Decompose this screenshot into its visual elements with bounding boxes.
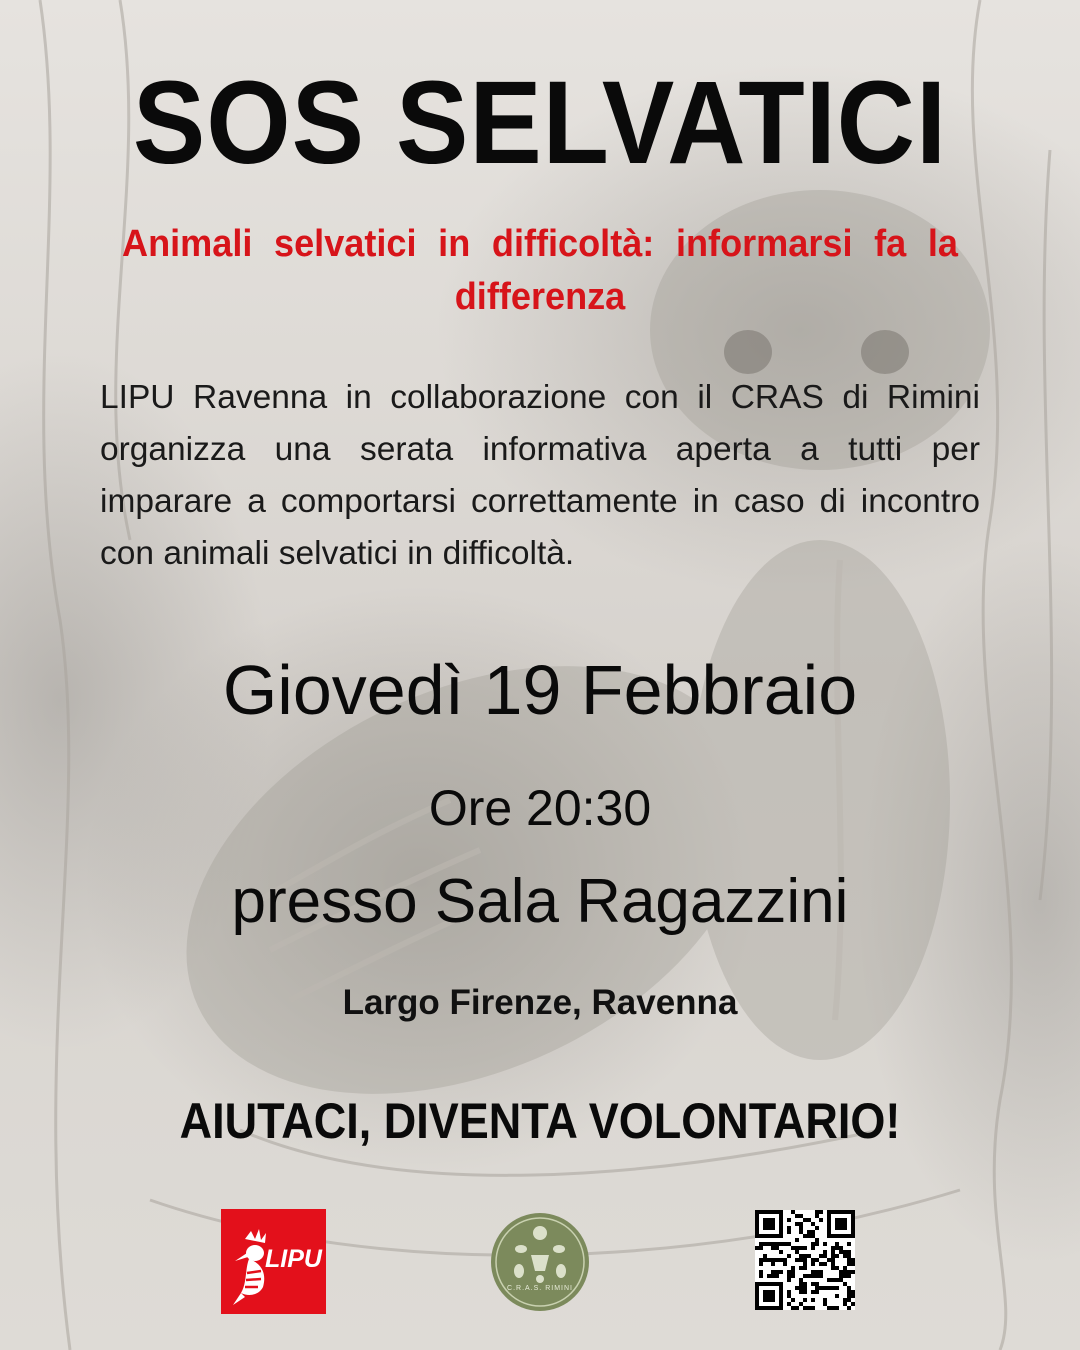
qr-code[interactable] [755,1210,855,1310]
lipu-logo-text: LIPU [265,1245,322,1273]
poster-subtitle: Animali selvatici in difficoltà: informarsi fa la differenza [122,223,958,318]
event-address: Largo Firenze, Ravenna [342,983,738,1022]
poster-title: SOS SELVATICI [132,57,948,189]
event-venue: presso Sala Ragazzini [231,867,849,936]
event-date: Giovedì 19 Febbraio [222,651,858,729]
cras-logo-text: C.R.A.S. RIMINI [507,1285,573,1292]
lipu-logo [221,1209,326,1314]
wildlife-emblem-icon [491,1213,589,1311]
event-description: LIPU Ravenna in collaborazione con il CRAS di Rimini organizza una serata informativa aperta a tutti per imparare a comportarsi correttamente in caso di incontro con animali selvatici in difficoltà. [100,379,980,572]
qr-code-icon [755,1210,855,1310]
volunteer-call-to-action: AIUTACI, DIVENTA VOLONTARIO! [179,1093,901,1149]
event-time: Ore 20:30 [428,780,652,836]
cras-logo [491,1213,589,1311]
